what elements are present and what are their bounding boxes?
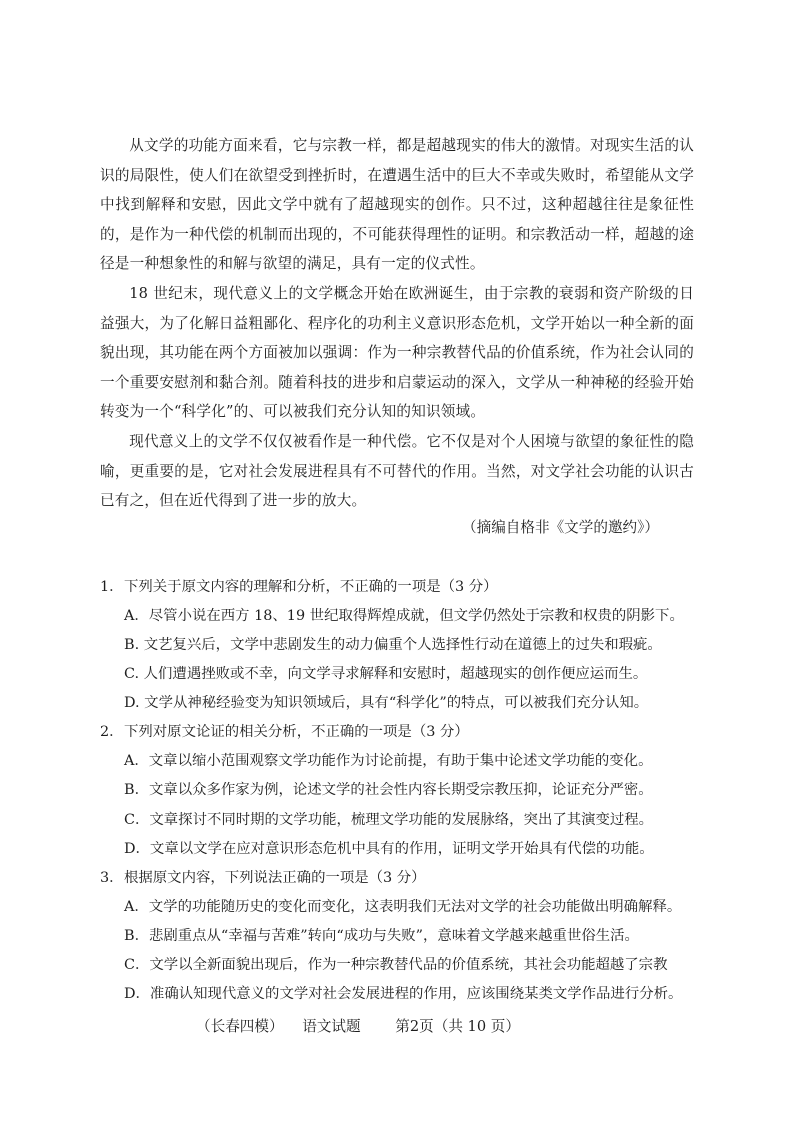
question-stem xyxy=(100,718,700,747)
passage-source: （摘编自格非《文学的邀约》） xyxy=(462,519,660,536)
option-b: B. 文艺复兴后，文学中悲剧发生的动力偏重个人选择性行动在道德上的过失和瑕疵。 xyxy=(124,637,662,654)
option-b: B．文章以众多作家为例，论述文学的社会性内容长期受宗教压抑，论证充分严密。 xyxy=(124,782,653,799)
question-stem xyxy=(100,573,700,602)
question-number: 3． xyxy=(100,869,124,886)
question-text: 下列关于原文内容的理解和分析，不正确的一项是（3 分） xyxy=(124,579,498,595)
option-a: A．文章以缩小范围观察文学功能作为讨论前提，有助于集中论述文学功能的变化。 xyxy=(124,753,653,770)
question-list xyxy=(100,573,700,1009)
option-a: A．尽管小说在西方 18、19 世纪取得辉煌成就，但文学仍然处于宗教和权贵的阴影下。 xyxy=(124,608,684,624)
option-c: C．文章探讨不同时期的文学功能，梳理文学功能的发展脉络，突出了其演变过程。 xyxy=(124,811,654,828)
reading-passage xyxy=(100,131,694,516)
exam-name: （长春四模） xyxy=(196,1018,284,1035)
subject-name: 语文试题 xyxy=(302,1018,361,1035)
question-stem xyxy=(100,864,700,893)
question-3 xyxy=(100,864,700,1009)
question-2 xyxy=(100,718,700,863)
option-b: B．悲剧重点从“幸福与苦难”转向“成功与失败”，意味着文学越来越重世俗生活。 xyxy=(124,927,639,944)
question-number: 2． xyxy=(100,724,124,741)
page-footer xyxy=(196,1015,520,1039)
option-c: C. 人们遭遇挫败或不幸，向文学寻求解释和安慰时，超越现实的创作便应运而生。 xyxy=(124,666,648,683)
page-number: 第2页（共 10 页） xyxy=(395,1018,520,1035)
question-text: 根据原文内容，下列说法正确的一项是（3 分） xyxy=(124,869,426,886)
option-d: D．准确认知现代意义的文学对社会发展进程的作用，应该围绕某类文学作品进行分析。 xyxy=(124,986,683,1003)
option-d: D. 文学从神秘经验变为知识领域后，具有“科学化”的特点，可以被我们充分认知。 xyxy=(124,695,649,712)
option-a: A．文学的功能随历史的变化而变化，这表明我们无法对文学的社会功能做出明确解释。 xyxy=(124,898,682,915)
option-c: C．文学以全新面貌出现后，作为一种宗教替代品的价值系统，其社会功能超越了宗教 xyxy=(124,956,668,973)
question-number: 1． xyxy=(100,579,124,595)
passage-paragraph-3: 现代意义上的文学不仅仅被看作是一种代偿。它不仅是对个人困境与欲望的象征性的隐喻，更重要的是，它对社会发展进程具有不可替代的作用。当然，对文学社会功能的认识古已有之，但在近代得到了进一步的放大。 xyxy=(100,432,694,510)
passage-paragraph-1: 从文学的功能方面来看，它与宗教一样，都是超越现实的伟大的激情。对现实生活的认识的局限性，使人们在欲望受到挫折时，在遭遇生活中的巨大不幸或失败时，希望能从文学中找到解释和安慰，因此文学中就有了超越现实的创作。只不过，这种超越往往是象征性的，是作为一种代偿的机制而出现的，不可能获得理性的证明。和宗教活动一样，超越的途径是一种想象性的和解与欲望的满足，具有一定的仪式性。 xyxy=(100,137,694,273)
option-d: D．文章以文学在应对意识形态危机中具有的作用，证明文学开始具有代偿的功能。 xyxy=(124,840,654,857)
question-1 xyxy=(100,573,700,718)
question-text: 下列对原文论证的相关分析，不正确的一项是（3 分） xyxy=(124,724,469,741)
passage-paragraph-2: 18 世纪末，现代意义上的文学概念开始在欧洲诞生，由于宗教的衰弱和资产阶级的日益强大，为了化解日益粗鄙化、程序化的功利主义意识形态危机，文学开始以一种全新的面貌出现，其功能在两个方面被加以强调：作为一种宗教替代品的价值系统，作为社会认同的一个重要安慰剂和黏合剂。随着科技的进步和启蒙运动的深入，文学从一种神秘的经验开始转变为一个“科学化”的、可以被我们充分认知的知识领域。 xyxy=(100,284,694,421)
